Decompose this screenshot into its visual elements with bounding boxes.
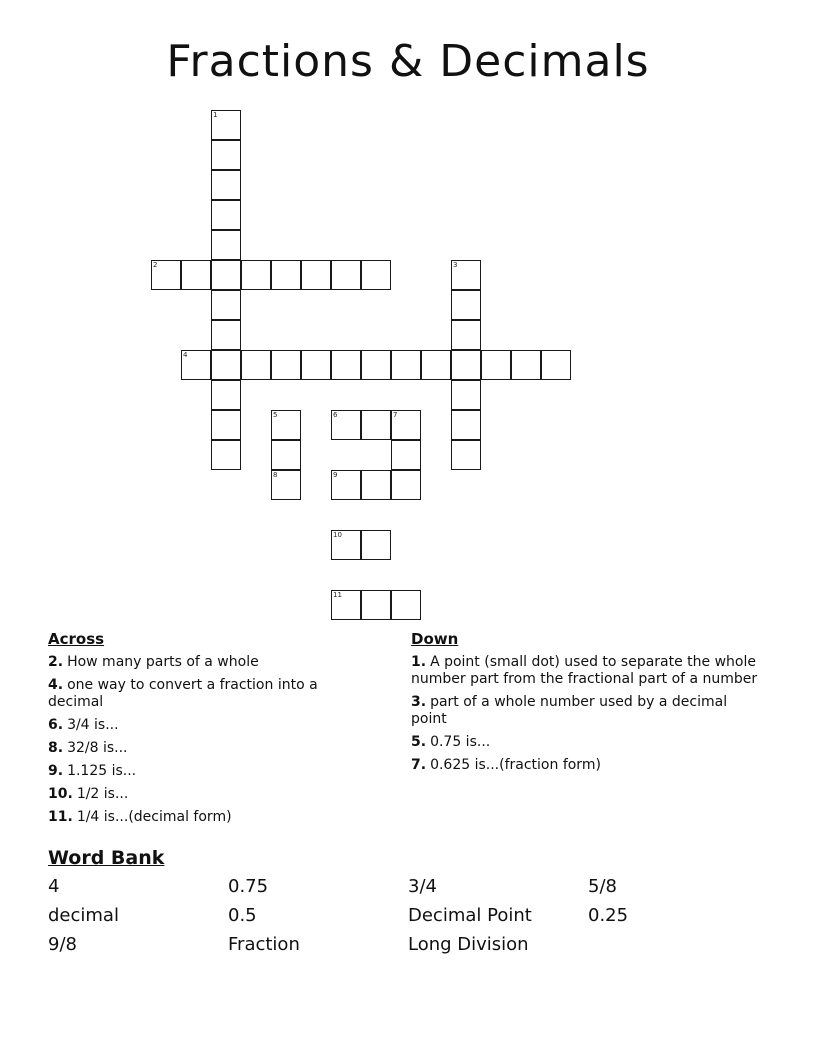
crossword-cell[interactable]: [211, 230, 241, 260]
crossword-cell[interactable]: [331, 410, 361, 440]
crossword-cell[interactable]: [301, 260, 331, 290]
down-clue: [411, 757, 766, 774]
clue-text: part of a whole number used by a decimal point: [411, 694, 728, 727]
crossword-cell[interactable]: [361, 410, 391, 440]
clue-number: 8: [273, 471, 278, 479]
crossword-cell[interactable]: [331, 470, 361, 500]
across-clue-list: [48, 654, 358, 832]
crossword-cell[interactable]: [331, 260, 361, 290]
crossword-cell[interactable]: [271, 410, 301, 440]
word-bank-heading: Word Bank: [48, 847, 165, 869]
crossword-cell[interactable]: [451, 320, 481, 350]
crossword-cell[interactable]: [211, 110, 241, 140]
clue-number: 5: [273, 411, 278, 419]
crossword-cell[interactable]: [391, 470, 421, 500]
crossword-cell[interactable]: [301, 350, 331, 380]
crossword-cell[interactable]: [451, 290, 481, 320]
across-heading: Across: [48, 630, 105, 648]
crossword-cell[interactable]: [361, 530, 391, 560]
clue-number-label: 6.: [48, 717, 64, 733]
clue-number: 4: [183, 351, 188, 359]
clue-number-label: 3.: [411, 694, 427, 710]
crossword-cell[interactable]: [211, 170, 241, 200]
across-clue: [48, 786, 358, 803]
crossword-cell[interactable]: [211, 200, 241, 230]
crossword-cell[interactable]: [361, 350, 391, 380]
crossword-cell[interactable]: [271, 440, 301, 470]
crossword-cell[interactable]: [211, 320, 241, 350]
clue-number-label: 10.: [48, 786, 73, 802]
crossword-cell[interactable]: [451, 380, 481, 410]
clue-number-label: 8.: [48, 740, 64, 756]
crossword-cell[interactable]: [151, 260, 181, 290]
word-bank-item: 4: [48, 876, 60, 897]
clue-number-label: 5.: [411, 734, 427, 750]
crossword-cell[interactable]: [541, 350, 571, 380]
word-bank-item: 0.5: [228, 905, 257, 926]
crossword-cell[interactable]: [511, 350, 541, 380]
crossword-cell[interactable]: [361, 590, 391, 620]
clue-text: one way to convert a fraction into a decimal: [48, 677, 318, 710]
word-bank-item: 0.75: [228, 876, 269, 897]
clue-number-label: 2.: [48, 654, 64, 670]
across-clue: [48, 763, 358, 780]
clue-number: 9: [333, 471, 338, 479]
clue-text: 3/4 is...: [67, 717, 119, 733]
clue-number-label: 4.: [48, 677, 64, 693]
clue-number: 3: [453, 261, 458, 269]
crossword-cell[interactable]: [361, 260, 391, 290]
crossword-cell[interactable]: [331, 350, 361, 380]
across-clue: [48, 740, 358, 757]
page-title: Fractions & Decimals: [166, 36, 650, 87]
clue-number-label: 11.: [48, 809, 73, 825]
crossword-cell[interactable]: [211, 410, 241, 440]
word-bank-item: Decimal Point: [408, 905, 532, 926]
crossword-cell[interactable]: [451, 410, 481, 440]
crossword-cell[interactable]: [361, 470, 391, 500]
clue-text: A point (small dot) used to separate the whole number part from the fractional part of a number: [411, 654, 758, 687]
word-bank-item: 5/8: [588, 876, 617, 897]
crossword-cell[interactable]: [211, 380, 241, 410]
word-bank-item: Long Division: [408, 934, 529, 955]
crossword-cell[interactable]: [241, 260, 271, 290]
crossword-cell[interactable]: [211, 350, 241, 380]
down-heading: Down: [411, 630, 459, 648]
word-bank: [48, 876, 768, 955]
clue-number-label: 9.: [48, 763, 64, 779]
clue-number: 6: [333, 411, 338, 419]
crossword-cell[interactable]: [211, 260, 241, 290]
crossword-cell[interactable]: [181, 260, 211, 290]
crossword-cell[interactable]: [391, 590, 421, 620]
clue-text: 1/4 is...(decimal form): [76, 809, 232, 825]
crossword-cell[interactable]: [211, 140, 241, 170]
clue-number: 10: [333, 531, 342, 539]
crossword-cell[interactable]: [451, 440, 481, 470]
crossword-cell[interactable]: [451, 350, 481, 380]
crossword-cell[interactable]: [391, 350, 421, 380]
crossword-cell[interactable]: [241, 350, 271, 380]
across-clue: [48, 717, 358, 734]
word-bank-item: decimal: [48, 905, 119, 926]
word-bank-item: 9/8: [48, 934, 77, 955]
crossword-cell[interactable]: [211, 440, 241, 470]
clue-number: 1: [213, 111, 218, 119]
crossword-cell[interactable]: [271, 260, 301, 290]
clue-number: 2: [153, 261, 158, 269]
crossword-cell[interactable]: [331, 530, 361, 560]
crossword-cell[interactable]: [331, 590, 361, 620]
word-bank-item: 0.25: [588, 905, 629, 926]
crossword-cell[interactable]: [271, 350, 301, 380]
clue-text: 0.75 is...: [430, 734, 491, 750]
crossword-cell[interactable]: [391, 440, 421, 470]
down-clue: [411, 654, 766, 688]
clue-number-label: 1.: [411, 654, 427, 670]
crossword-cell[interactable]: [481, 350, 511, 380]
clue-text: 32/8 is...: [67, 740, 128, 756]
crossword-cell[interactable]: [181, 350, 211, 380]
crossword-cell[interactable]: [391, 410, 421, 440]
word-bank-item: Fraction: [228, 934, 300, 955]
crossword-cell[interactable]: [451, 260, 481, 290]
across-clue: [48, 654, 358, 671]
down-clue: [411, 734, 766, 751]
clue-number: 7: [393, 411, 398, 419]
clue-text: 0.625 is...(fraction form): [430, 757, 601, 773]
crossword-cell[interactable]: [211, 290, 241, 320]
down-clue: [411, 694, 766, 728]
clue-number-label: 7.: [411, 757, 427, 773]
clue-text: 1/2 is...: [76, 786, 129, 802]
down-clue-list: [411, 654, 766, 780]
clue-number: 11: [333, 591, 342, 599]
across-clue: [48, 677, 358, 711]
clue-text: How many parts of a whole: [67, 654, 259, 670]
clue-text: 1.125 is...: [67, 763, 137, 779]
across-clue: [48, 809, 358, 826]
crossword-cell[interactable]: [271, 470, 301, 500]
word-bank-item: 3/4: [408, 876, 437, 897]
crossword-cell[interactable]: [421, 350, 451, 380]
